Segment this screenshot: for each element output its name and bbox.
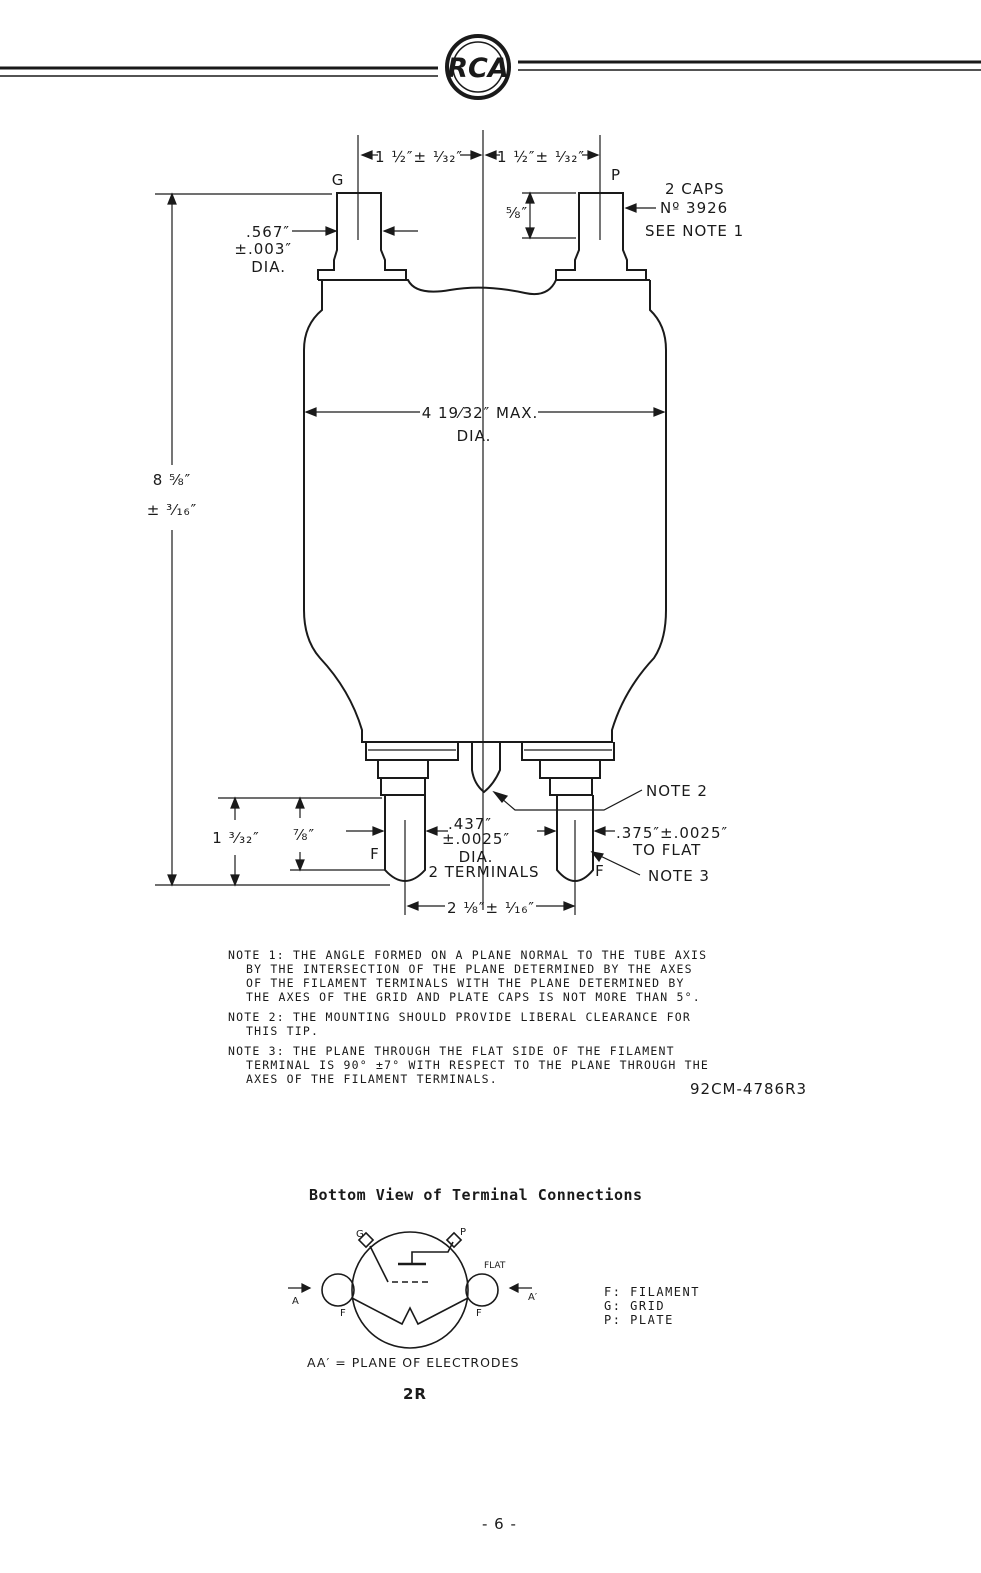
basing-label-flat: FLAT <box>484 1261 506 1271</box>
dim-flat-1: .375″±.0025″ <box>616 824 729 842</box>
dim-cap-height: ⅝″ <box>505 204 529 222</box>
logo-text: RCA <box>447 53 509 84</box>
dim-term-dia-3: DIA. <box>458 848 494 866</box>
basing-label-filament-left: F <box>340 1308 346 1319</box>
note-2 <box>228 1010 758 1038</box>
basing-label-plate: P <box>460 1227 467 1238</box>
legend-filament: F: FILAMENT <box>604 1285 700 1299</box>
legend-grid: G: GRID <box>604 1299 666 1313</box>
basing-label-a-prime: A′ <box>528 1292 538 1303</box>
caps-label-2: Nº 3926 <box>660 199 729 217</box>
basing-label-filament-right: F <box>476 1308 482 1319</box>
note3-line-b: TERMINAL IS 90° ±7° WITH RESPECT TO THE PLANE THROUGH THE <box>246 1058 710 1072</box>
dim-overall-length-2: ± ³⁄₁₆″ <box>146 501 198 519</box>
basing-legend <box>604 1285 700 1327</box>
dim-term-dia-2: ±.0025″ <box>441 830 511 848</box>
label-filament-right: F <box>595 862 605 880</box>
dim-pin-spacing: 2 ⅛″± ⅟₁₆″ <box>447 899 535 917</box>
bottom-view-title: Bottom View of Terminal Connections <box>309 1186 643 1204</box>
drawing-number: 92CM-4786R3 <box>690 1080 808 1098</box>
note1-line-d: THE AXES OF THE GRID AND PLATE CAPS IS NOT MORE THAN 5°. <box>246 990 701 1004</box>
label-filament-left: F <box>370 845 380 863</box>
dim-pin-length-outer: 1 ³⁄₃₂″ <box>212 829 260 847</box>
dim-flat-2: TO FLAT <box>633 841 702 859</box>
note2-callout: NOTE 2 <box>646 782 708 800</box>
note2-line-b: THIS TIP. <box>246 1024 320 1038</box>
header-rule <box>0 0 981 110</box>
basing-caption: AA′ = PLANE OF ELECTRODES <box>307 1355 520 1370</box>
legend-plate: P: PLATE <box>604 1313 674 1327</box>
dim-term-dia-1: .437″ <box>447 815 493 833</box>
dim-max-dia-1: 4 19⁄32″ MAX. <box>421 404 539 422</box>
basing-label-grid: G <box>356 1229 364 1240</box>
label-grid-cap: G <box>331 171 345 189</box>
caps-label-1: 2 CAPS <box>665 180 725 198</box>
dim-top-left: 1 ½″± ⅟₃₂″ <box>375 148 463 166</box>
dim-term-dia-4: 2 TERMINALS <box>428 863 540 881</box>
notes-block <box>228 948 758 1092</box>
note2-line-a: NOTE 2: THE MOUNTING SHOULD PROVIDE LIBERAL CLEARANCE FOR <box>228 1010 692 1024</box>
rca-logo <box>447 36 509 98</box>
dim-top-right: 1 ½″± ⅟₃₂″ <box>497 148 585 166</box>
dim-cap-dia-3: DIA. <box>251 258 286 276</box>
note3-line-a: NOTE 3: THE PLANE THROUGH THE FLAT SIDE OF THE FILAMENT <box>228 1044 675 1058</box>
tube-outline-drawing <box>0 110 981 930</box>
note-3 <box>228 1044 758 1086</box>
note1-line-b: BY THE INTERSECTION OF THE PLANE DETERMINED BY THE AXES <box>246 962 693 976</box>
basing-diagram <box>270 1220 590 1360</box>
dim-overall-length-1: 8 ⅝″ <box>152 471 192 489</box>
basing-label-a: A <box>292 1296 299 1307</box>
basing-code: 2R <box>403 1385 427 1403</box>
dim-cap-dia-1: .567″ <box>245 223 290 241</box>
note3-line-c: AXES OF THE FILAMENT TERMINALS. <box>246 1072 498 1086</box>
dim-pin-length-inner: ⅞″ <box>292 826 316 844</box>
dim-cap-dia-2: ±.003″ <box>234 240 292 258</box>
note1-line-c: OF THE FILAMENT TERMINALS WITH THE PLANE DETERMINED BY <box>246 976 685 990</box>
note1-line-a: NOTE 1: THE ANGLE FORMED ON A PLANE NORMAL TO THE TUBE AXIS <box>228 948 708 962</box>
label-plate-cap: P <box>610 166 622 184</box>
caps-label-3: SEE NOTE 1 <box>645 222 745 240</box>
page-number: - 6 - <box>482 1515 517 1533</box>
note3-callout: NOTE 3 <box>648 867 710 885</box>
dim-max-dia-2: DIA. <box>456 427 492 445</box>
note-1 <box>228 948 758 1004</box>
